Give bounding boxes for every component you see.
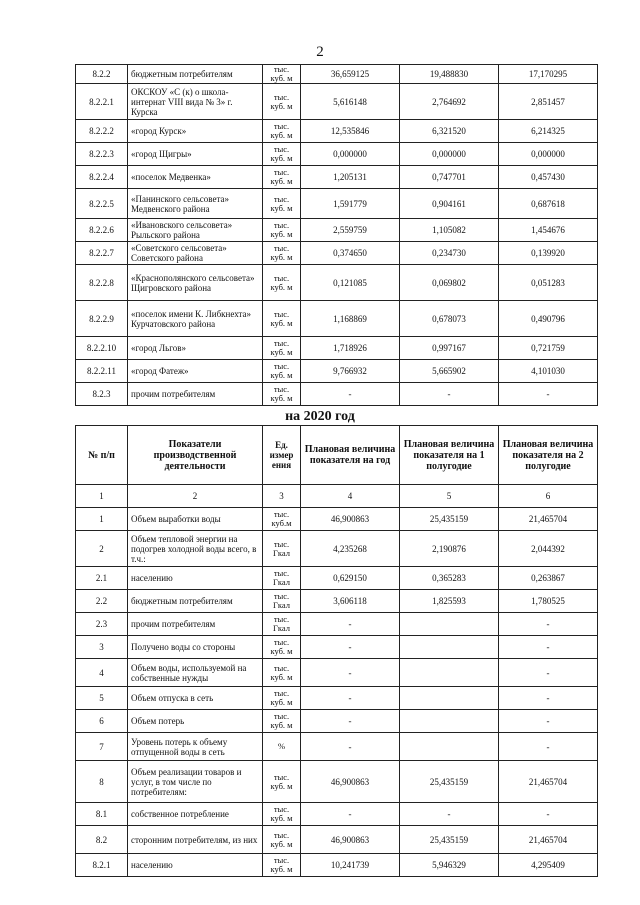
row-value-h2: 21,465704: [499, 761, 598, 803]
row-indicator: Объем выработки воды: [128, 508, 263, 531]
row-indicator: «город Фатеж»: [128, 360, 263, 383]
row-unit: тыс. куб. м: [263, 687, 301, 710]
row-number: 8.2.2.8: [76, 265, 128, 301]
year-heading: на 2020 год: [285, 409, 355, 424]
table-row: [76, 360, 598, 383]
row-indicator: «Ивановского сельсовета» Рыльского района: [128, 219, 263, 242]
row-value-h2: 4,295409: [499, 854, 598, 877]
row-unit: тыс. куб. м: [263, 84, 301, 120]
row-number: 8.2.2.5: [76, 189, 128, 219]
table-row: [76, 508, 598, 531]
row-number: 1: [76, 508, 128, 531]
row-value-h2: -: [499, 383, 598, 406]
column-index: 5: [400, 485, 499, 508]
page-number: 2: [316, 44, 324, 60]
row-indicator: Объем отпуска в сеть: [128, 687, 263, 710]
table-row: [76, 531, 598, 567]
row-value-h2: -: [499, 733, 598, 761]
row-value-h2: 6,214325: [499, 120, 598, 143]
row-indicator: ОКСКОУ «С (к) о школа-интернат VIII вида № 3» г. Курска: [128, 84, 263, 120]
row-value-year: 9,766932: [301, 360, 400, 383]
row-value-h1: [400, 636, 499, 659]
row-value-h2: 0,457430: [499, 166, 598, 189]
table-row: [76, 636, 598, 659]
header-indicator: Показатели производственной деятельности: [128, 426, 263, 485]
row-value-h2: -: [499, 687, 598, 710]
table-row: [76, 383, 598, 406]
row-value-h2: -: [499, 636, 598, 659]
row-value-year: 46,900863: [301, 508, 400, 531]
row-unit: тыс. Гкал: [263, 567, 301, 590]
row-unit: тыс. куб. м: [263, 360, 301, 383]
row-number: 8.2.2.1: [76, 84, 128, 120]
row-unit: тыс. куб. м: [263, 337, 301, 360]
row-value-year: 12,535846: [301, 120, 400, 143]
header-unit: Ед. измер ения: [263, 426, 301, 485]
row-value-h1: 5,946329: [400, 854, 499, 877]
row-value-year: 0,000000: [301, 143, 400, 166]
row-value-h1: 25,435159: [400, 508, 499, 531]
row-number: 8.2.2.6: [76, 219, 128, 242]
row-unit: тыс. куб. м: [263, 710, 301, 733]
row-value-h1: [400, 710, 499, 733]
row-value-h1: 6,321520: [400, 120, 499, 143]
table-row: [76, 219, 598, 242]
row-value-year: 46,900863: [301, 826, 400, 854]
row-value-year: 1,718926: [301, 337, 400, 360]
header-plan-h1: Плановая величина показателя на 1 полугодие: [400, 426, 499, 485]
row-value-h1: 0,997167: [400, 337, 499, 360]
row-unit: тыс. куб. м: [263, 636, 301, 659]
row-indicator: собственное потребление: [128, 803, 263, 826]
row-value-year: 36,659125: [301, 65, 400, 84]
row-number: 2.1: [76, 567, 128, 590]
table-row: [76, 84, 598, 120]
row-value-year: -: [301, 687, 400, 710]
table-row: [76, 710, 598, 733]
row-value-h2: -: [499, 803, 598, 826]
row-number: 2.2: [76, 590, 128, 613]
row-indicator: «поселок имени К. Либкнехта» Курчатовского района: [128, 301, 263, 337]
row-unit: тыс. куб.м: [263, 508, 301, 531]
row-unit: тыс. куб. м: [263, 242, 301, 265]
row-unit: тыс. куб. м: [263, 189, 301, 219]
row-value-h1: 25,435159: [400, 826, 499, 854]
row-value-year: -: [301, 710, 400, 733]
row-value-year: 0,629150: [301, 567, 400, 590]
row-number: 8.2.3: [76, 383, 128, 406]
header-plan-year: Плановая величина показателя на год: [301, 426, 400, 485]
row-value-h1: 1,825593: [400, 590, 499, 613]
table-row: [76, 733, 598, 761]
row-value-h2: 0,000000: [499, 143, 598, 166]
row-value-year: 3,606118: [301, 590, 400, 613]
row-value-h2: 0,687618: [499, 189, 598, 219]
row-value-year: 0,121085: [301, 265, 400, 301]
row-number: 8.2.2.10: [76, 337, 128, 360]
row-value-h1: 0,747701: [400, 166, 499, 189]
table-row: [76, 659, 598, 687]
plan-table-body: [76, 485, 598, 877]
row-indicator: Объем потерь: [128, 710, 263, 733]
row-value-year: 1,591779: [301, 189, 400, 219]
row-number: 2: [76, 531, 128, 567]
row-value-h1: 0,234730: [400, 242, 499, 265]
row-value-year: 1,168869: [301, 301, 400, 337]
row-indicator: населению: [128, 854, 263, 877]
header-plan-h2: Плановая величина показателя на 2 полугодие: [499, 426, 598, 485]
row-unit: тыс. Гкал: [263, 613, 301, 636]
plan-table-2020: [75, 425, 598, 877]
row-indicator: Объем воды, используемой на собственные нужды: [128, 659, 263, 687]
row-unit: тыс. куб. м: [263, 854, 301, 877]
row-value-year: -: [301, 803, 400, 826]
row-indicator: «город Щигры»: [128, 143, 263, 166]
row-value-h1: 5,665902: [400, 360, 499, 383]
header-number: № п/п: [76, 426, 128, 485]
row-unit: тыс. куб. м: [263, 219, 301, 242]
table-row: [76, 301, 598, 337]
row-indicator: «Советского сельсовета» Советского района: [128, 242, 263, 265]
table-row: [76, 166, 598, 189]
row-value-h1: 0,000000: [400, 143, 499, 166]
row-unit: тыс. куб. м: [263, 826, 301, 854]
column-index-row: [76, 485, 598, 508]
column-index: 2: [128, 485, 263, 508]
row-value-h2: 21,465704: [499, 826, 598, 854]
row-number: 8.2: [76, 826, 128, 854]
row-indicator: населению: [128, 567, 263, 590]
row-value-year: -: [301, 636, 400, 659]
row-value-h1: -: [400, 803, 499, 826]
table-row: [76, 337, 598, 360]
row-value-year: -: [301, 613, 400, 636]
row-unit: тыс. куб. м: [263, 265, 301, 301]
table-row: [76, 65, 598, 84]
row-number: 8.2.2.9: [76, 301, 128, 337]
row-indicator: сторонним потребителям, из них: [128, 826, 263, 854]
row-value-year: -: [301, 733, 400, 761]
row-value-h2: 0,051283: [499, 265, 598, 301]
row-number: 5: [76, 687, 128, 710]
row-number: 4: [76, 659, 128, 687]
row-value-year: 5,616148: [301, 84, 400, 120]
row-value-h2: -: [499, 613, 598, 636]
row-value-h1: 2,190876: [400, 531, 499, 567]
row-unit: тыс. куб. м: [263, 659, 301, 687]
row-value-year: 1,205131: [301, 166, 400, 189]
row-value-h1: 0,069802: [400, 265, 499, 301]
row-value-h2: 17,170295: [499, 65, 598, 84]
continued-table-body: [76, 65, 598, 406]
row-value-h2: -: [499, 710, 598, 733]
row-unit: тыс. куб. м: [263, 301, 301, 337]
row-value-h1: 25,435159: [400, 761, 499, 803]
table-row: [76, 189, 598, 219]
row-value-h2: 1,780525: [499, 590, 598, 613]
table-header-row: [76, 426, 598, 485]
table-row: [76, 590, 598, 613]
row-unit: тыс. куб. м: [263, 803, 301, 826]
row-number: 8.2.2.11: [76, 360, 128, 383]
column-index: 4: [301, 485, 400, 508]
row-value-year: 2,559759: [301, 219, 400, 242]
row-unit: тыс. куб. м: [263, 65, 301, 84]
row-number: 8.1: [76, 803, 128, 826]
table-row: [76, 761, 598, 803]
row-value-h2: 1,454676: [499, 219, 598, 242]
row-unit: %: [263, 733, 301, 761]
row-number: 8.2.2.3: [76, 143, 128, 166]
row-indicator: прочим потребителям: [128, 613, 263, 636]
row-value-h1: -: [400, 383, 499, 406]
row-value-year: 0,374650: [301, 242, 400, 265]
row-unit: тыс. Гкал: [263, 531, 301, 567]
row-indicator: Объем тепловой энергии на подогрев холодной воды всего, в т.ч.:: [128, 531, 263, 567]
row-indicator: Получено воды со стороны: [128, 636, 263, 659]
table-row: [76, 567, 598, 590]
continued-table: [75, 64, 598, 406]
row-indicator: бюджетным потребителям: [128, 65, 263, 84]
row-indicator: «город Курск»: [128, 120, 263, 143]
table-row: [76, 613, 598, 636]
table-row: [76, 854, 598, 877]
table-row: [76, 265, 598, 301]
row-value-h1: 1,105082: [400, 219, 499, 242]
row-value-h1: [400, 687, 499, 710]
column-index: 3: [263, 485, 301, 508]
column-index: 6: [499, 485, 598, 508]
row-value-h1: [400, 613, 499, 636]
table-row: [76, 242, 598, 265]
row-value-h2: 0,139920: [499, 242, 598, 265]
row-number: 8.2.1: [76, 854, 128, 877]
row-value-h2: 0,721759: [499, 337, 598, 360]
row-number: 8.2.2.4: [76, 166, 128, 189]
row-indicator: «поселок Медвенка»: [128, 166, 263, 189]
table-row: [76, 120, 598, 143]
row-value-h2: 4,101030: [499, 360, 598, 383]
row-unit: тыс. куб. м: [263, 143, 301, 166]
row-value-h1: 0,904161: [400, 189, 499, 219]
table-row: [76, 826, 598, 854]
row-number: 6: [76, 710, 128, 733]
row-value-h2: 0,490796: [499, 301, 598, 337]
row-number: 8.2.2: [76, 65, 128, 84]
row-unit: тыс. куб. м: [263, 761, 301, 803]
row-value-h2: 2,044392: [499, 531, 598, 567]
row-value-h1: 19,488830: [400, 65, 499, 84]
row-indicator: бюджетным потребителям: [128, 590, 263, 613]
row-value-h1: 0,678073: [400, 301, 499, 337]
row-number: 7: [76, 733, 128, 761]
row-value-h1: 2,764692: [400, 84, 499, 120]
row-unit: тыс. куб. м: [263, 166, 301, 189]
row-indicator: Уровень потерь к объему отпущенной воды в сеть: [128, 733, 263, 761]
row-value-h2: -: [499, 659, 598, 687]
row-value-year: 10,241739: [301, 854, 400, 877]
table-row: [76, 143, 598, 166]
row-number: 8.2.2.2: [76, 120, 128, 143]
row-value-year: 46,900863: [301, 761, 400, 803]
row-unit: тыс. Гкал: [263, 590, 301, 613]
row-value-h2: 0,263867: [499, 567, 598, 590]
row-indicator: Объем реализации товаров и услуг, в том числе по потребителям:: [128, 761, 263, 803]
row-value-h1: 0,365283: [400, 567, 499, 590]
row-indicator: «город Льгов»: [128, 337, 263, 360]
row-value-h2: 21,465704: [499, 508, 598, 531]
table-row: [76, 803, 598, 826]
column-index: 1: [76, 485, 128, 508]
row-value-year: -: [301, 659, 400, 687]
row-value-year: -: [301, 383, 400, 406]
row-number: 8: [76, 761, 128, 803]
row-value-h1: [400, 733, 499, 761]
table-row: [76, 687, 598, 710]
row-number: 2.3: [76, 613, 128, 636]
row-unit: тыс. куб. м: [263, 120, 301, 143]
row-number: 8.2.2.7: [76, 242, 128, 265]
row-unit: тыс. куб. м: [263, 383, 301, 406]
row-value-h1: [400, 659, 499, 687]
row-indicator: «Панинского сельсовета» Медвенского района: [128, 189, 263, 219]
row-number: 3: [76, 636, 128, 659]
row-indicator: «Краснополянского сельсовета» Щигровского района: [128, 265, 263, 301]
row-value-h2: 2,851457: [499, 84, 598, 120]
row-value-year: 4,235268: [301, 531, 400, 567]
row-indicator: прочим потребителям: [128, 383, 263, 406]
